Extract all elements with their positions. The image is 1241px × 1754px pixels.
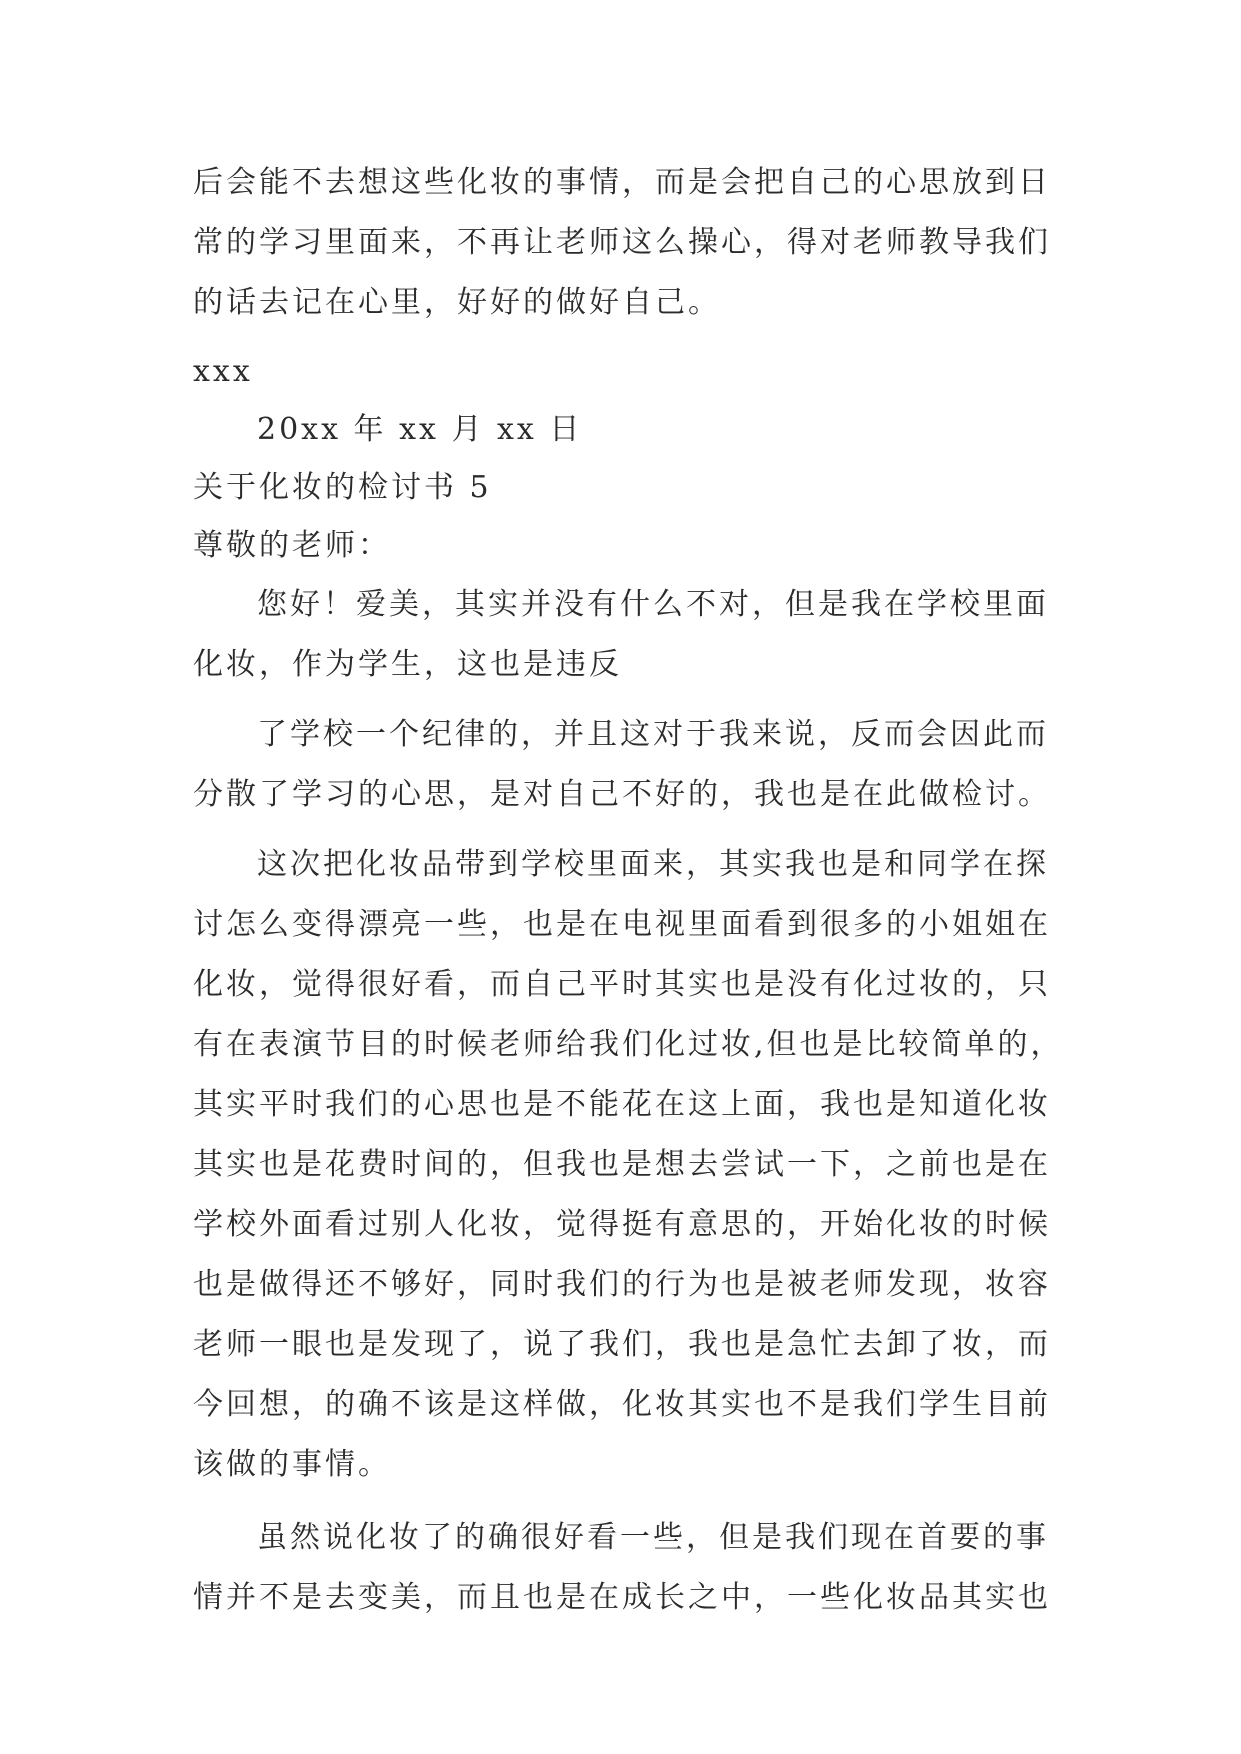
- text-line: 老师一眼也是发现了，说了我们，我也是急忙去卸了妆，而: [193, 1327, 1051, 1362]
- text-line: 也是做得还不够好，同时我们的行为也是被老师发现，妆容: [193, 1267, 1051, 1302]
- paragraph-4: [193, 1508, 1063, 1628]
- text-line: 其实平时我们的心思也是不能花在这上面，我也是知道化妆: [193, 1087, 1051, 1122]
- paragraph-1: [193, 575, 1063, 695]
- section-title: 关于化妆的检讨书 5: [193, 470, 492, 505]
- text-line: 这次把化妆品带到学校里面来，其实我也是和同学在探: [257, 847, 1049, 882]
- text-line: 化妆，觉得很好看，而自己平时其实也是没有化过妆的，只: [193, 967, 1051, 1002]
- paragraph-2: [193, 705, 1063, 825]
- text-line: 的话去记在心里，好好的做好自己。: [193, 285, 721, 320]
- text-line: 有在表演节目的时候老师给我们化过妆,但也是比较简单的，: [193, 1027, 1064, 1062]
- text-line: 您好！爱美，其实并没有什么不对，但是我在学校里面: [257, 587, 1049, 622]
- signature: xxx: [193, 354, 253, 389]
- date: 20xx 年 xx 月 xx 日: [257, 412, 583, 447]
- text-line: 情并不是去变美，而且也是在成长之中，一些化妆品其实也: [193, 1580, 1051, 1615]
- intro-paragraph: [193, 153, 1063, 333]
- text-line: 常的学习里面来，不再让老师这么操心，得对老师教导我们: [193, 225, 1051, 260]
- text-line: 化妆，作为学生，这也是违反: [193, 647, 622, 682]
- text-line: 虽然说化妆了的确很好看一些，但是我们现在首要的事: [257, 1520, 1049, 1555]
- document-body: [193, 153, 1063, 1628]
- text-line: 学校外面看过别人化妆，觉得挺有意思的，开始化妆的时候: [193, 1207, 1051, 1242]
- text-line: 后会能不去想这些化妆的事情，而是会把自己的心思放到日: [193, 165, 1051, 200]
- text-line: 其实也是花费时间的，但我也是想去尝试一下，之前也是在: [193, 1147, 1051, 1182]
- salutation: 尊敬的老师：: [193, 528, 391, 563]
- text-line: 该做的事情。: [193, 1447, 391, 1482]
- paragraph-3: [193, 835, 1063, 1495]
- text-line: 讨怎么变得漂亮一些，也是在电视里面看到很多的小姐姐在: [193, 907, 1051, 942]
- text-line: 了学校一个纪律的，并且这对于我来说，反而会因此而: [257, 717, 1049, 752]
- text-line: 今回想，的确不该是这样做，化妆其实也不是我们学生目前: [193, 1387, 1051, 1422]
- text-line: 分散了学习的心思，是对自己不好的，我也是在此做检讨。: [193, 777, 1051, 812]
